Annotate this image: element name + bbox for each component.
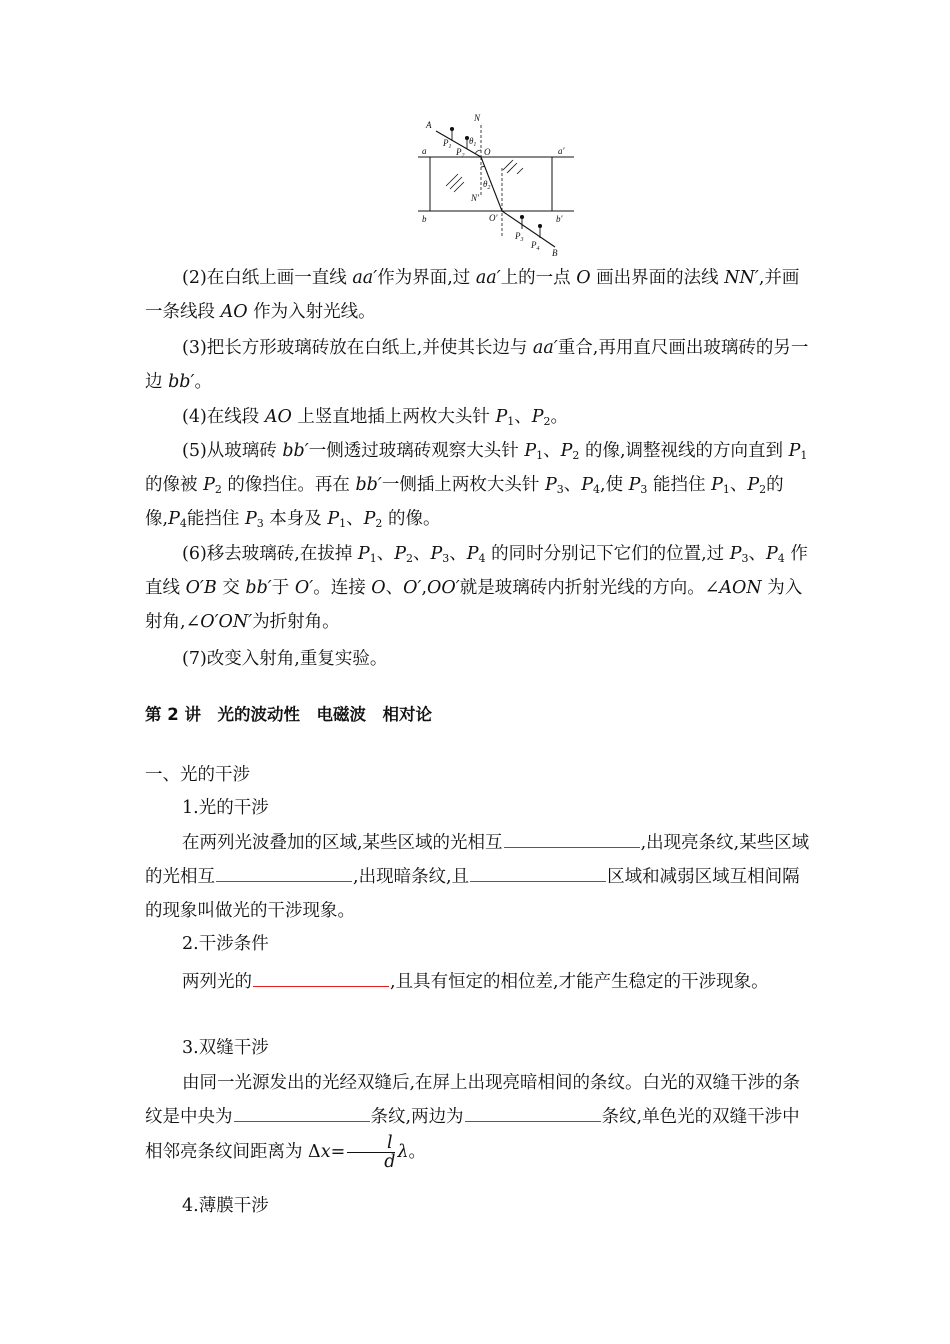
label-A: A bbox=[426, 120, 432, 130]
label-P2: $P_2$ bbox=[456, 147, 465, 159]
subsection-1-title: 1.光的干涉 bbox=[182, 798, 269, 818]
blank-center-color[interactable] bbox=[234, 1101, 370, 1122]
blank-same-frequency[interactable] bbox=[253, 966, 389, 987]
label-O: O bbox=[484, 147, 491, 157]
interference-paragraph: 在两列光波叠加的区域,某些区域的光相互 ,出现亮条纹,某些区域的光相互 ,出现暗条纹,且 区域和减弱区域互相间隔的现象叫做光的干涉现象。 bbox=[145, 826, 810, 928]
interference-condition-line: 两列光的 ,且具有恒定的相位差,才能产生稳定的干涉现象。 bbox=[182, 966, 769, 994]
label-b-prime: b′ bbox=[556, 214, 563, 224]
label-N: N bbox=[474, 113, 481, 123]
emergent-ray bbox=[502, 211, 555, 247]
subsection-2-title: 2.干涉条件 bbox=[182, 934, 269, 954]
label-O-prime: O′ bbox=[489, 213, 498, 223]
fraction-l-over-d: $\frac{l}{d}$ bbox=[347, 1134, 395, 1171]
blank-reinforce[interactable] bbox=[504, 827, 640, 848]
label-b: b bbox=[422, 214, 427, 224]
double-slit-paragraph: 由同一光源发出的光经双缝后,在屏上出现亮暗相间的条纹。白光的双缝干涉的条纹是中央为 条纹,两边为 条纹,单色光的双缝干涉中相邻亮条纹间距离为 Δx= $\frac{l}{d}$ λ。 bbox=[145, 1073, 801, 1172]
label-theta1: $\theta_1$ bbox=[469, 136, 477, 148]
step-3-paragraph: (3)把长方形玻璃砖放在白纸上,并使其长边与 aa′重合,再用直尺画出玻璃砖的另一边 bb′。 bbox=[145, 338, 809, 392]
blank-side-color[interactable] bbox=[465, 1101, 601, 1122]
label-a-prime: a′ bbox=[558, 146, 565, 156]
label-a: a bbox=[422, 146, 427, 156]
label-P1: $P_1$ bbox=[443, 138, 452, 150]
angle-arc-theta1 bbox=[475, 150, 481, 154]
label-N-prime: N′ bbox=[471, 193, 479, 203]
label-B: B bbox=[552, 248, 558, 258]
blank-enhanced-region[interactable] bbox=[470, 861, 606, 882]
subsection-3-title: 3.双缝干涉 bbox=[182, 1038, 269, 1058]
step-6-paragraph: (6)移去玻璃砖,在拔掉 $P_1$、$P_2$、$P_3$、$P_4$ 的同时分别记下它们的位置,过 $P_3$、$P_4$ 作直线 O′B 交 bb′于 O′。连接 O、O′,OO′就是玻璃砖内折射光线的方向。∠AON 为入射角,∠O′ON′为折射角。 bbox=[145, 544, 808, 632]
section-1-title: 一、光的干涉 bbox=[145, 765, 250, 785]
label-P4: $P_4$ bbox=[531, 240, 540, 252]
step-5-paragraph: (5)从玻璃砖 bb′一侧透过玻璃砖观察大头针 $P_1$、$P_2$ 的像,调整视线的方向直到 $P_1$ 的像被 $P_2$ 的像挡住。再在 bb′一侧插上两枚大头针 $P_3$、$P_4$,使 $P_3$ 能挡住 $P_1$、$P_2$的像$,P_4$能挡住 $P_3$ 本身及 $P_1$、$P_2$ 的像。 bbox=[145, 441, 808, 530]
subsection-4-title: 4.薄膜干涉 bbox=[182, 1196, 269, 1216]
step-7-line: (7)改变入射角,重复实验。 bbox=[182, 649, 388, 669]
label-P3: $P_3$ bbox=[515, 231, 524, 243]
label-theta2: $\theta_2$ bbox=[483, 179, 491, 191]
refraction-experiment-figure bbox=[410, 110, 580, 260]
step-2-paragraph: (2)在白纸上画一直线 aa′作为界面,过 aa′上的一点 O 画出界面的法线 NN′,并画一条线段 AO 作为入射光线。 bbox=[145, 268, 800, 322]
blank-weaken[interactable] bbox=[216, 861, 352, 882]
step-4-paragraph: (4)在线段 AO 上竖直地插上两枚大头针 $P_1$、$P_2$。 bbox=[182, 407, 569, 428]
lecture-title: 第 2 讲 光的波动性 电磁波 相对论 bbox=[145, 705, 432, 724]
